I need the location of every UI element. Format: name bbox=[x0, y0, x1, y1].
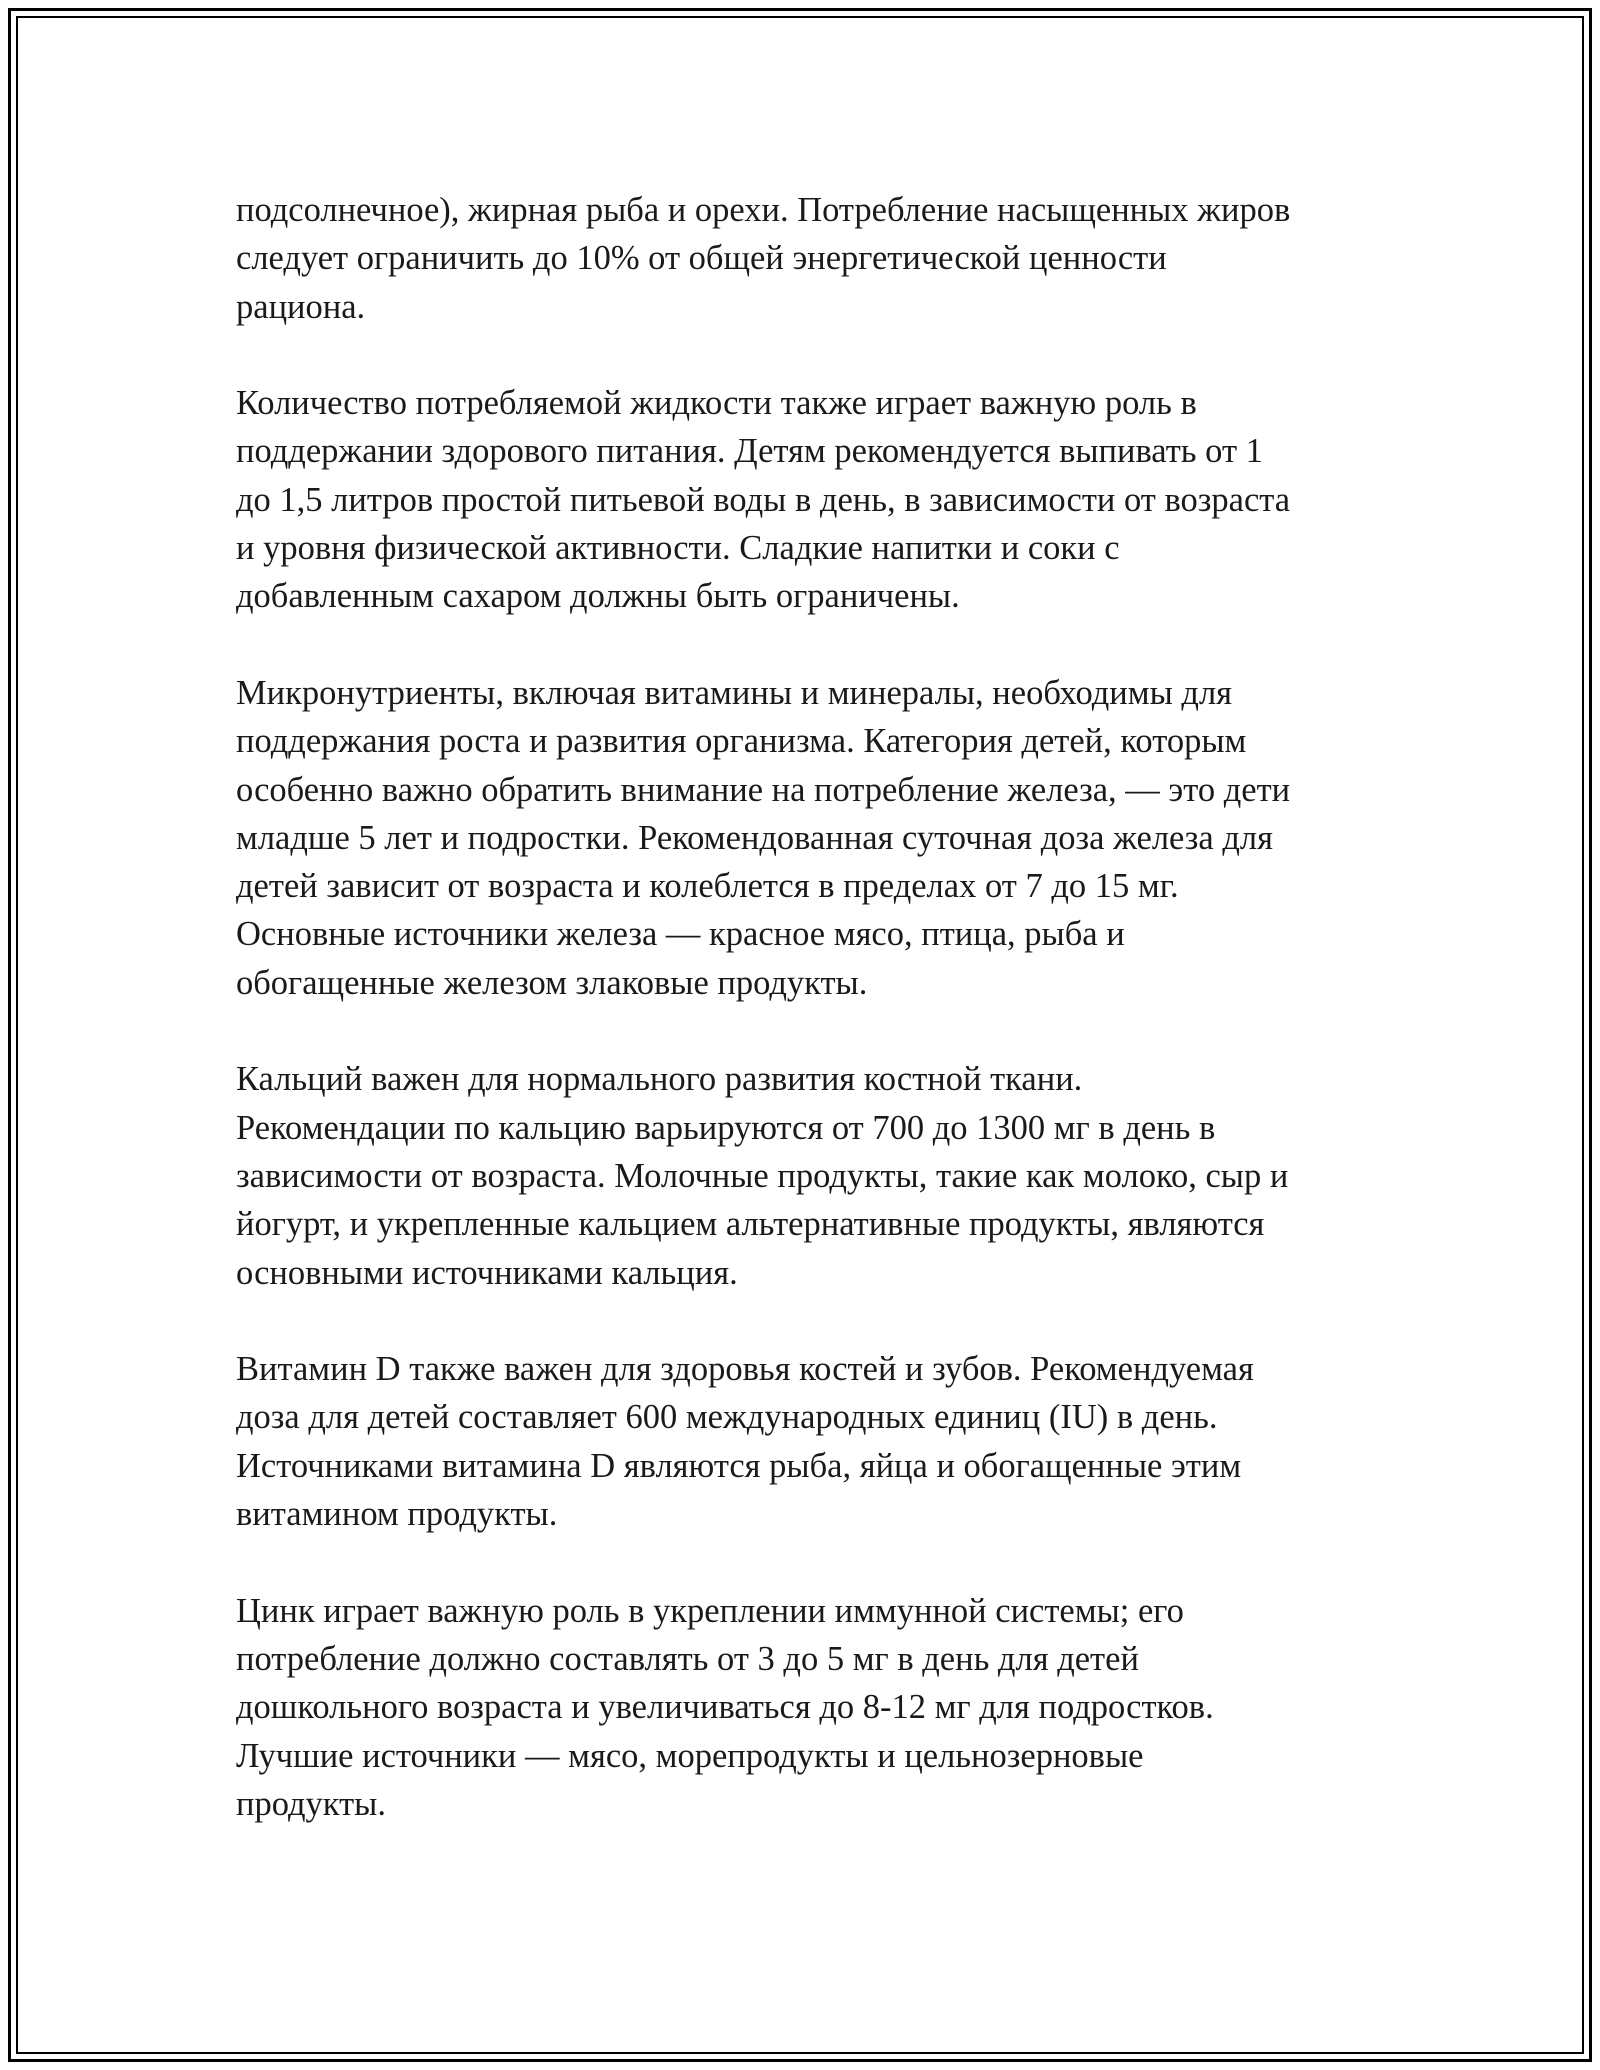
text-line: Витамин D также важен для здоровья костей и зубов. Рекомендуемая bbox=[236, 1350, 1254, 1389]
document-body bbox=[236, 186, 1366, 1876]
text-line: поддержания роста и развития организма. Категория детей, которым bbox=[236, 722, 1247, 761]
text-line: детей зависит от возраста и колеблется в пределах от 7 до 15 мг. bbox=[236, 867, 1179, 906]
text-line: поддержании здорового питания. Детям рекомендуется выпивать от 1 bbox=[236, 432, 1263, 471]
text-line: основными источниками кальция. bbox=[236, 1253, 738, 1292]
text-line: Цинк играет важную роль в укреплении иммунной системы; его bbox=[236, 1591, 1184, 1630]
text-line: Лучшие источники — мясо, морепродукты и цельнозерновые bbox=[236, 1736, 1144, 1775]
text-line: до 1,5 литров простой питьевой воды в день, в зависимости от возраста bbox=[236, 480, 1291, 519]
text-line: добавленным сахаром должны быть ограничены. bbox=[236, 577, 960, 616]
text-line: подсолнечное), жирная рыба и орехи. Потребление насыщенных жиров bbox=[236, 191, 1291, 229]
text-line: обогащенные железом злаковые продукты. bbox=[236, 963, 868, 1002]
paragraph-iron bbox=[236, 669, 1366, 1007]
text-line: доза для детей составляет 600 международных единиц (IU) в день. bbox=[236, 1398, 1218, 1437]
text-line: Основные источники железа — красное мясо, птица, рыба и bbox=[236, 915, 1125, 954]
text-line: зависимости от возраста. Молочные продукты, такие как молоко, сыр и bbox=[236, 1156, 1289, 1195]
text-line: следует ограничить до 10% от общей энергетической ценности bbox=[236, 239, 1167, 278]
paragraph-zinc bbox=[236, 1587, 1366, 1828]
paragraph-calcium bbox=[236, 1055, 1366, 1296]
paragraph-fats bbox=[236, 186, 1366, 331]
text-line: продукты. bbox=[236, 1784, 386, 1823]
text-line: рациона. bbox=[236, 287, 366, 326]
text-line: витамином продукты. bbox=[236, 1495, 558, 1534]
text-line: особенно важно обратить внимание на потребление железа, — это дети bbox=[236, 770, 1291, 809]
text-line: Микронутриенты, включая витамины и минералы, необходимы для bbox=[236, 673, 1233, 712]
text-line: младше 5 лет и подростки. Рекомендованная суточная доза железа для bbox=[236, 818, 1273, 857]
text-line: Источниками витамина D являются рыба, яйца и обогащенные этим bbox=[236, 1446, 1242, 1485]
text-line: и уровня физической активности. Сладкие напитки и соки с bbox=[236, 529, 1120, 568]
text-line: потребление должно составлять от 3 до 5 мг в день для детей bbox=[236, 1639, 1139, 1678]
paragraph-fluids bbox=[236, 379, 1366, 620]
text-line: йогурт, и укрепленные кальцием альтернативные продукты, являются bbox=[236, 1205, 1265, 1244]
text-line: Кальций важен для нормального развития костной ткани. bbox=[236, 1060, 1083, 1099]
text-line: Количество потребляемой жидкости также играет важную роль в bbox=[236, 384, 1197, 423]
paragraph-vitamin-d bbox=[236, 1345, 1366, 1538]
text-line: Рекомендации по кальцию варьируются от 700 до 1300 мг в день в bbox=[236, 1108, 1216, 1147]
text-line: дошкольного возраста и увеличиваться до 8-12 мг для подростков. bbox=[236, 1688, 1214, 1727]
